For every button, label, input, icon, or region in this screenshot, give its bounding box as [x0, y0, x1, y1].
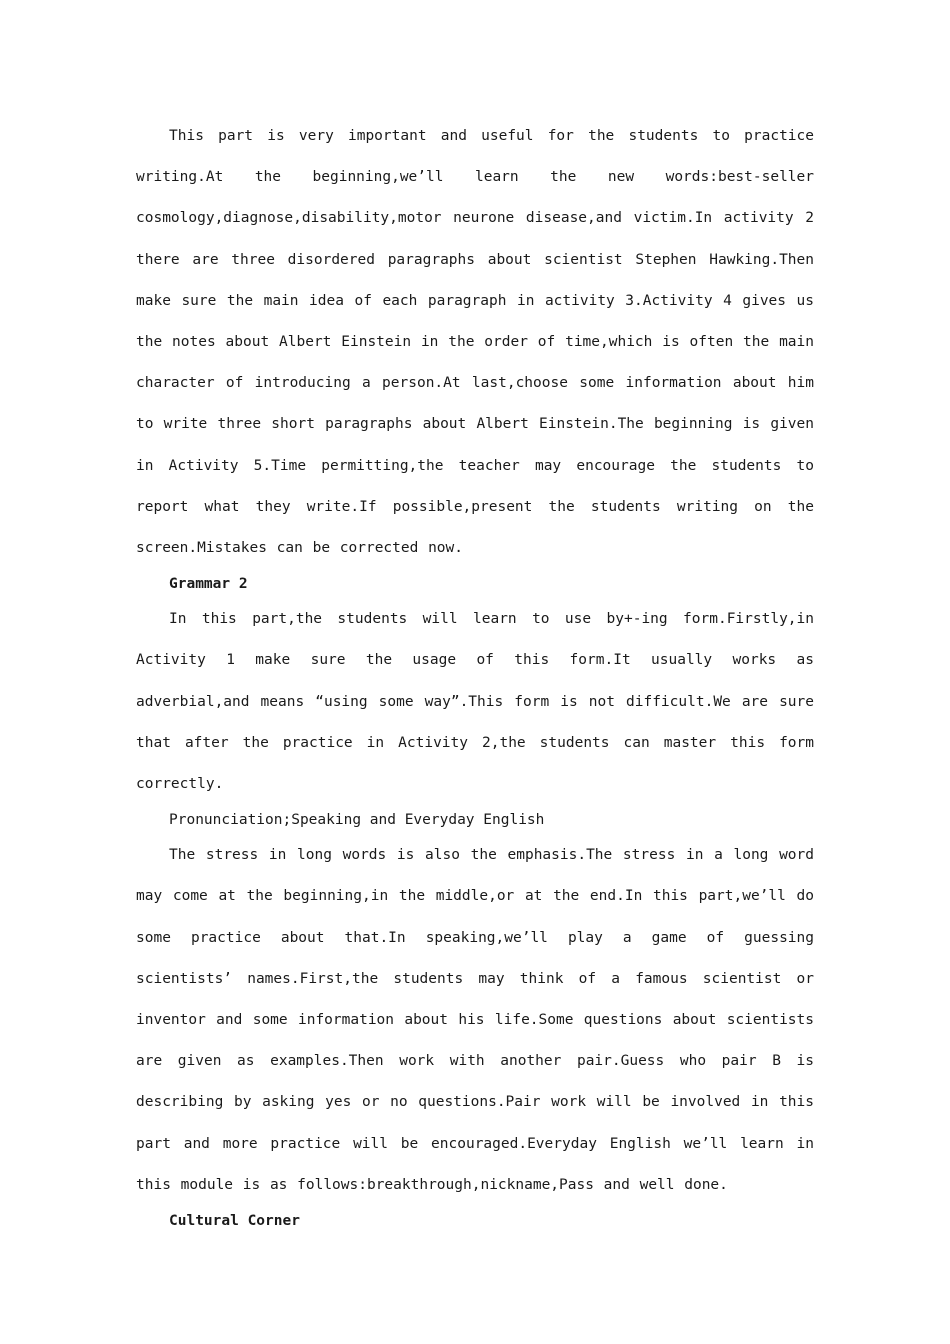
heading-pronunciation: Pronunciation;Speaking and Everyday English	[169, 812, 545, 829]
grammar-paragraph: In this part,the students will learn to use by+-ing form.Firstly,in Activity 1 make sure the usage of this form.It usually works as adverbial,and means “using some way”.This form is not difficult.We are sure that after the practice in Activity 2,the students can master this form correctly.	[136, 611, 814, 793]
writing-paragraph: This part is very important and useful for the students to practice writing.At the beginning,we’ll learn the new words:best-seller cosmology,diagnose,disability,motor neurone disease,and victim.In activity 2 there are three disordered paragraphs about scientist Stephen Hawking.Then make sure the main idea of each paragraph in activity 3.Activity 4 gives us the notes about Albert Einstein in the order of time,which is often the main character of introducing a person.At last,choose some information about him to write three short paragraphs about Albert Einstein.The beginning is given in Activity 5.Time permitting,the teacher may encourage the students to report what they write.If possible,present the students writing on the screen.Mistakes can be corrected now.	[136, 128, 814, 557]
document-body	[136, 116, 814, 1239]
pronunciation-paragraph: The stress in long words is also the emphasis.The stress in a long word may come at the beginning,in the middle,or at the end.In this part,we’ll do some practice about that.In speaking,we’ll play a game of guessing scientists’ names.First,the students may think of a famous scientist or inventor and some information about his life.Some questions about scientists are given as examples.Then work with another pair.Guess who pair B is describing by asking yes or no questions.Pair work will be involved in this part and more practice will be encouraged.Everyday English we’ll learn in this module is as follows:breakthrough,nickname,Pass and well done.	[136, 847, 814, 1193]
heading-cultural-corner: Cultural Corner	[169, 1213, 300, 1230]
heading-grammar: Grammar 2	[169, 576, 248, 593]
